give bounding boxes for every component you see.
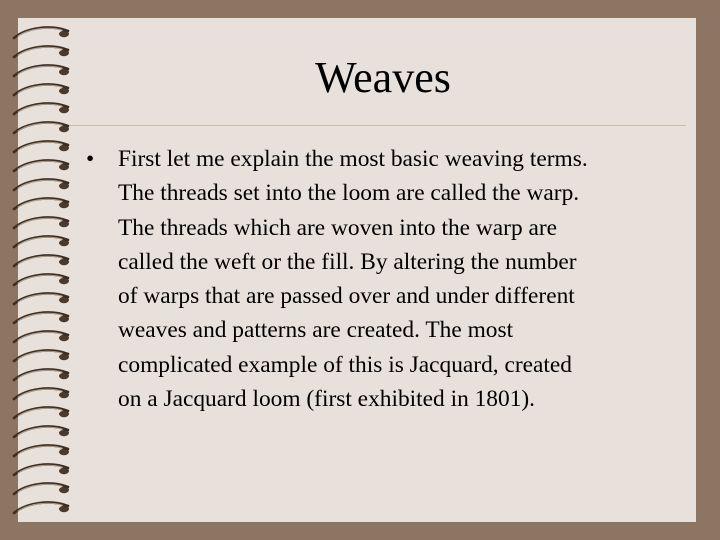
binding-coil <box>14 179 69 190</box>
title-area <box>70 42 696 112</box>
bullet-marker: • <box>86 146 95 172</box>
binding-coil <box>14 369 69 380</box>
binding-coil <box>14 84 69 95</box>
binding-coil <box>14 274 69 285</box>
bullet-line: The threads which are woven into the warp are <box>118 214 558 241</box>
bullet-line: First let me explain the most basic weaving terms. <box>118 146 588 172</box>
binding-coil <box>14 464 69 475</box>
binding-coil <box>14 141 69 152</box>
binding-coil <box>14 388 69 399</box>
bullet-line: of warps that are passed over and under different <box>118 283 575 310</box>
slide-body <box>86 142 686 416</box>
binding-coil <box>14 426 69 437</box>
binding-coil <box>14 122 69 133</box>
bullet-line: called the weft or the fill. By altering the number <box>118 248 577 275</box>
binding-coil <box>14 483 69 494</box>
binding-coil <box>14 350 69 361</box>
binding-coil <box>14 445 69 456</box>
binding-coil <box>14 198 69 209</box>
binding-coil <box>14 502 69 513</box>
binding-coil <box>14 407 69 418</box>
bullet-item <box>86 142 686 416</box>
binding-coil <box>14 331 69 342</box>
slide-title: Weaves <box>315 52 451 102</box>
title-divider <box>70 125 686 126</box>
binding-coil <box>14 236 69 247</box>
bullet-line: weaves and patterns are created. The most <box>118 317 514 344</box>
binding-coil <box>14 103 69 114</box>
bullet-line: complicated example of this is Jacquard, created <box>118 351 572 378</box>
binding-coil <box>14 65 69 76</box>
bullet-line: The threads set into the loom are called the warp. <box>118 180 580 207</box>
bullet-line: on a Jacquard loom (first exhibited in 1801). <box>118 386 536 413</box>
binding-coil <box>14 293 69 304</box>
binding-coil <box>14 255 69 266</box>
binding-coil <box>14 217 69 228</box>
binding-coil <box>14 27 69 38</box>
binding-coil <box>14 46 69 57</box>
binding-coil <box>14 312 69 323</box>
binding-coil <box>14 160 69 171</box>
